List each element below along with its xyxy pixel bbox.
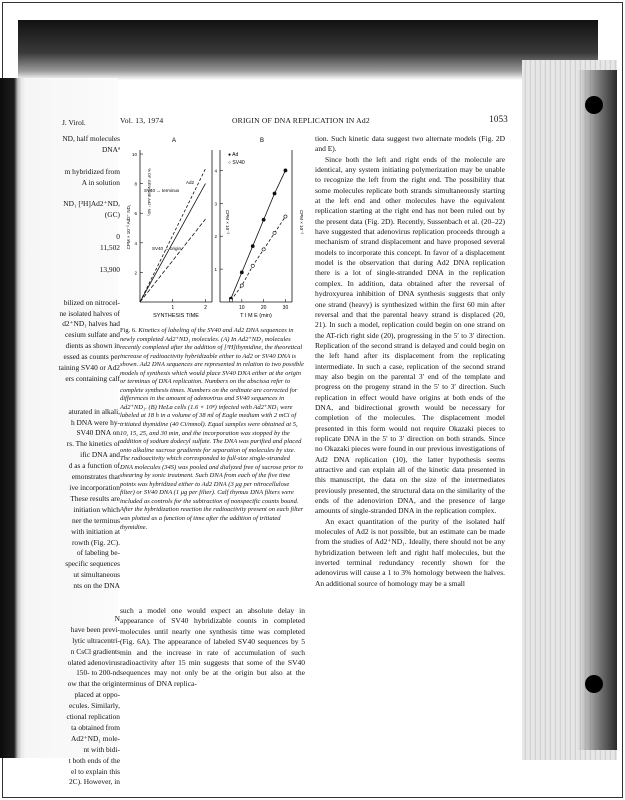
panel-b-xlabel: T I M E (min) bbox=[240, 313, 272, 319]
panel-b-y-tick-label: 3 bbox=[214, 201, 217, 207]
facing-page-line: n CsCl gradients bbox=[70, 646, 120, 656]
panel-b-point bbox=[240, 284, 243, 287]
facing-page-running-head: J. Virol. bbox=[62, 118, 86, 127]
facing-page-line: dients as shown in bbox=[65, 341, 120, 351]
facing-page-line: bilized on nitrocel- bbox=[63, 297, 120, 307]
panel-a-xlabel: SYNTHESIS TIME bbox=[153, 313, 199, 319]
panel-b-y-tick-label: 2 bbox=[214, 234, 217, 240]
panel-a-y-tick-label: 2 bbox=[134, 270, 137, 276]
panel-b-point bbox=[262, 248, 265, 251]
facing-page-line: 0 bbox=[116, 232, 120, 242]
panel-b-point bbox=[273, 231, 276, 234]
figure-6 bbox=[120, 132, 305, 322]
panel-a-label: A bbox=[172, 138, 177, 144]
punch-hole bbox=[585, 675, 603, 693]
punch-hole bbox=[585, 96, 603, 114]
panel-b-series-sv40 bbox=[231, 216, 286, 300]
facing-page-line: 150- to 200-nd bbox=[76, 668, 120, 678]
panel-a-ticks bbox=[132, 152, 207, 311]
facing-page-line: ow that the origin bbox=[67, 679, 120, 689]
panel-b-point bbox=[262, 218, 265, 221]
caption-text: Kinetics of labeling of the SV40 and Ad2 DNA sequences in newly completed Ad2⁺ND₁ molecules. (A) In Ad2⁺ND₁ molecules recently completed after the addition of [³H]thymidine, the theoretical increase of radioactivity hybridizable either to Ad2 or SV40 DNA is shown. Ad2 DNA sequences are represented in relation to two possible models of synthesis which would place SV40 DNA either at the origin or terminus of DNA replication. Numbers on the abscissa refer to complete synthesis times. Numbers on the ordinate are corrected for differences in the amount of adenovirus and SV40 sequences in Ad2⁺ND₁. (B) HeLa cells (1.6 × 10⁸) infected with Ad2⁺ND₁ were labeled at 18 h in a volume of 38 ml of Eagle medium with 2 mCi of tritiated thymidine (40 Ci/mmol). Equal samples were obtained at 5, 10, 15, 25, and 30 min, and the incorporation was stopped by the addition of sodium dodecyl sulfate. The DNA was purified and placed onto alkaline sucrose gradients for separation of molecules by size. The radioactivity which corresponded to full-size single-stranded DNA molecules (34S) was pooled and dialyzed free of sucrose prior to shearing by sonic treatment. Such DNA from each of the five time points was hybridized either to Ad2 DNA (3 μg per nitrocellulose filter) or SV40 DNA (1 μg per filter). Calf thymus DNA filters were included as controls for the subtraction of nonspecific counts bound. After the hybridization reaction the radioactivity present on each filter was plotted as a function of time after the addition of tritiated thymidine. bbox=[120, 327, 304, 531]
facing-page-line: placed at oppo- bbox=[74, 690, 120, 700]
facing-page-line: d as a function of bbox=[68, 461, 120, 471]
panel-b-ylabel-left: CPM × 10⁻³ bbox=[225, 209, 230, 235]
facing-page-line: ND₁ [³H]Ad2⁺ND, bbox=[63, 199, 120, 209]
facing-page-line bbox=[22, 189, 120, 200]
facing-page-line: (GC) bbox=[104, 210, 120, 220]
panel-a bbox=[126, 138, 212, 319]
facing-page-line: initiation which bbox=[73, 504, 120, 514]
panel-b-point bbox=[251, 264, 254, 267]
facing-page-line bbox=[22, 221, 120, 232]
facing-page-text bbox=[22, 134, 120, 788]
panel-b-point bbox=[284, 169, 287, 172]
facing-page-line: ne isolated halves of bbox=[59, 308, 120, 318]
panel-b-point bbox=[284, 215, 287, 218]
article-title: ORIGIN OF DNA REPLICATION IN Ad2 bbox=[232, 116, 370, 125]
facing-page-line: ctional replication bbox=[66, 712, 120, 722]
panel-b-series-ad2 bbox=[231, 170, 286, 298]
panel-a-series-sv40-origin bbox=[140, 219, 205, 302]
facing-page-line: lytic ultracentri- bbox=[72, 635, 120, 645]
facing-page-line bbox=[22, 603, 120, 614]
facing-page-line: essed as counts per bbox=[63, 352, 120, 362]
panel-b-point bbox=[240, 271, 243, 274]
legend-sv40: ○ SV40 bbox=[228, 160, 245, 166]
facing-page-line: rs. The kinetics of bbox=[66, 439, 120, 449]
facing-page-line: aturated in alkali, bbox=[68, 406, 120, 416]
panel-b-x-tick-label: 30 bbox=[282, 305, 289, 311]
facing-page-line: ive incorporation bbox=[69, 483, 120, 492]
facing-page-line: 11,502 bbox=[99, 243, 120, 253]
annot-terminus: SV40 → terminus bbox=[144, 188, 180, 193]
facing-page-line: Ad2⁺ND₁ mole- bbox=[71, 733, 120, 743]
panel-b-ticks bbox=[214, 168, 288, 311]
facing-page-line: have been previ- bbox=[70, 624, 120, 634]
facing-page-line: 13,900 bbox=[99, 264, 120, 274]
panel-b-lines bbox=[229, 169, 287, 302]
body-text-left-column: such a model one would expect an absolute delay in appearance of SV40 hybridizable counts in completed molecules until nearly one synthesis time was completed (Fig. 6A). The appearance of labeled SV40 sequences by 5 min and the increase in rate of accumulation of such radioactivity after 15 min suggests that some of the SV40 sequences may not only be at the origin but also at the terminus of DNA replica- bbox=[120, 606, 305, 688]
paragraph: An exact quantitation of the purity of the isolated half molecules of Ad2 is not possible, but an estimate can be made from the studies of Ad2⁺ND₁. Ideally, there should not be any hybridization between left and right half molecules, but the inverted terminal redundancy recently shown for the adenovirus will cause a 1 to 3% homology between the halves. An additional source of homology may be a small bbox=[315, 516, 505, 588]
scan-shadow-top bbox=[18, 20, 598, 80]
panel-b-point bbox=[229, 299, 232, 302]
page-edge-shadow bbox=[577, 70, 617, 750]
facing-page-line: These results are bbox=[70, 493, 120, 503]
facing-page-line: A in solution bbox=[81, 177, 120, 187]
panel-b-y-tick-label: 1 bbox=[214, 267, 217, 273]
facing-page-line: t both ends of the bbox=[68, 755, 120, 765]
page-number: 1053 bbox=[489, 114, 508, 124]
panel-a-x-tick-label: 2 bbox=[204, 305, 207, 311]
legend-ad2: ● Ad bbox=[228, 152, 239, 158]
facing-page-line: ta obtained from bbox=[71, 722, 120, 732]
facing-page-line: ific DNA and bbox=[80, 450, 120, 460]
facing-page-line bbox=[22, 287, 120, 298]
facing-page-line: emonstrates that bbox=[71, 472, 120, 482]
panel-b bbox=[214, 138, 304, 319]
facing-page-line: specific sequences bbox=[65, 559, 120, 569]
facing-page-line: d2⁺ND₁ halves had bbox=[62, 319, 120, 329]
paragraph: Since both the left and right ends of the molecule are identical, any system initiating polymerization may be unable to recognize the left from the right end. The possibility that some molecules replicate both strands simultaneously starting at the left end and other molecules have the equivalent replication starting at the right end has not been ruled out by the present data (Fig. 2D). Recently, Sussenbach et al. (20–22) have suggested that adenovirus replication proceeds through a mechanism of strand displacement and have proposed several models to incorporate this concept. In favor of a displacement model is the observation that during Ad2 DNA replication there is a lot of single-stranded DNA in the replication complex. In addition, data obtained after the reversal of hydroxyurea inhibition of DNA synthesis suggests that only one strand (heavy) is synthesized within the first 60 min after reversal and that the parental heavy strand is displaced (20, 21). In such a model, replication could begin on one strand on the AT-rich right side (20), progressing in the 5′ to 3′ direction. Replication of the second strand is delayed and could begin on the left hand after its displacement from the replicating intermediate. In such a case, replication of the second strand may also begin on the parental 3′ end of the template and progress on the progeny strand in the 5′ to 3′ direction. Such replication in effect would have origins at both ends of the DNA, and bidirectional growth would be necessary for completion of the molecules. The displacement model presented in this form would not require Okazaki pieces to replicate DNA in the 5′ to 3′ direction on both strands. Since no Okazaki pieces were found in our previous investigations of Ad2 DNA replication (10), the latter hypothesis seems attractive and can explain all of the kinetic data presented in this manuscript, the data on the size of the intermediates previously presented, the structural data on the similarity of the ends of the adenovirion DNA, and the presence of large amounts of single-stranded DNA in the replication complex. bbox=[315, 154, 505, 516]
facing-page-line: ner the terminus bbox=[71, 515, 120, 525]
facing-page-line: m hybridized from bbox=[64, 166, 120, 176]
panel-a-y-tick-label: 8 bbox=[134, 181, 137, 187]
panel-a-y-tick-label: 6 bbox=[134, 211, 137, 217]
panel-a-ylabel-inner: % OF GENOME Ad2⁺ ND₁ bbox=[147, 168, 152, 216]
facing-page-line: ut simultaneous bbox=[73, 570, 120, 580]
panel-b-x-tick-label: 20 bbox=[260, 305, 267, 311]
facing-page-line bbox=[22, 592, 120, 603]
facing-page-line: with initiation at bbox=[71, 526, 120, 536]
facing-page-line: ND, half molecules bbox=[62, 134, 120, 143]
volume: Vol. 13, 1974 bbox=[120, 116, 164, 125]
panel-a-y-tick-label: 10 bbox=[131, 152, 137, 157]
facing-page-line: N bbox=[114, 613, 120, 623]
caption-lead: Fig. 6. bbox=[120, 327, 137, 334]
panel-a-x-tick-label: 1 bbox=[171, 305, 175, 311]
facing-page-line bbox=[22, 156, 120, 167]
figure-caption bbox=[120, 327, 304, 532]
facing-page-line: ecules. Similarly, bbox=[68, 701, 120, 711]
facing-page-line bbox=[22, 385, 120, 396]
facing-page-line: olated adenovirus bbox=[67, 657, 120, 667]
annot-origin: SV40 → origin bbox=[152, 246, 182, 251]
facing-page-line: 2C). However, in bbox=[68, 777, 120, 787]
panel-b-x-tick-label: 10 bbox=[239, 305, 245, 311]
panel-a-y-tick-label: 4 bbox=[134, 240, 137, 246]
facing-page-line: h DNA were hy- bbox=[70, 417, 120, 427]
panel-b-point bbox=[273, 192, 276, 195]
facing-page-line: el to explain this bbox=[70, 766, 120, 776]
facing-page-line: cesium sulfate and bbox=[64, 330, 120, 340]
body-text-right-column bbox=[315, 134, 505, 589]
facing-page-line: nts on the DNA bbox=[73, 581, 120, 591]
facing-page-line: taining SV40 or Ad2 bbox=[58, 363, 120, 373]
panel-b-y-tick-label: 4 bbox=[214, 168, 217, 174]
facing-page-line bbox=[22, 254, 120, 265]
annot-ad2: Ad2 bbox=[186, 180, 195, 185]
paragraph: tion. Such kinetic data suggest two alternate models (Fig. 2D and E). bbox=[315, 134, 505, 154]
panel-b-point bbox=[251, 244, 254, 247]
facing-page-line: DNAª bbox=[101, 144, 120, 154]
facing-page-line bbox=[22, 396, 120, 407]
facing-page-line: ers containing calf bbox=[65, 373, 120, 383]
facing-page-line: SV40 DNA on bbox=[76, 428, 120, 438]
panel-a-ylabel: CPM × 10⁻³ Ad2⁺ ND₁ bbox=[126, 204, 131, 250]
facing-page-line: nt with bidi- bbox=[83, 744, 120, 754]
facing-page-line: rowth (Fig. 2C). bbox=[71, 537, 120, 547]
panel-b-label: B bbox=[260, 138, 265, 144]
facing-page-line bbox=[22, 276, 120, 287]
facing-page-line: of labeling be- bbox=[76, 548, 120, 558]
panel-b-ylabel-right: CPM × 10⁻³ bbox=[299, 209, 304, 235]
